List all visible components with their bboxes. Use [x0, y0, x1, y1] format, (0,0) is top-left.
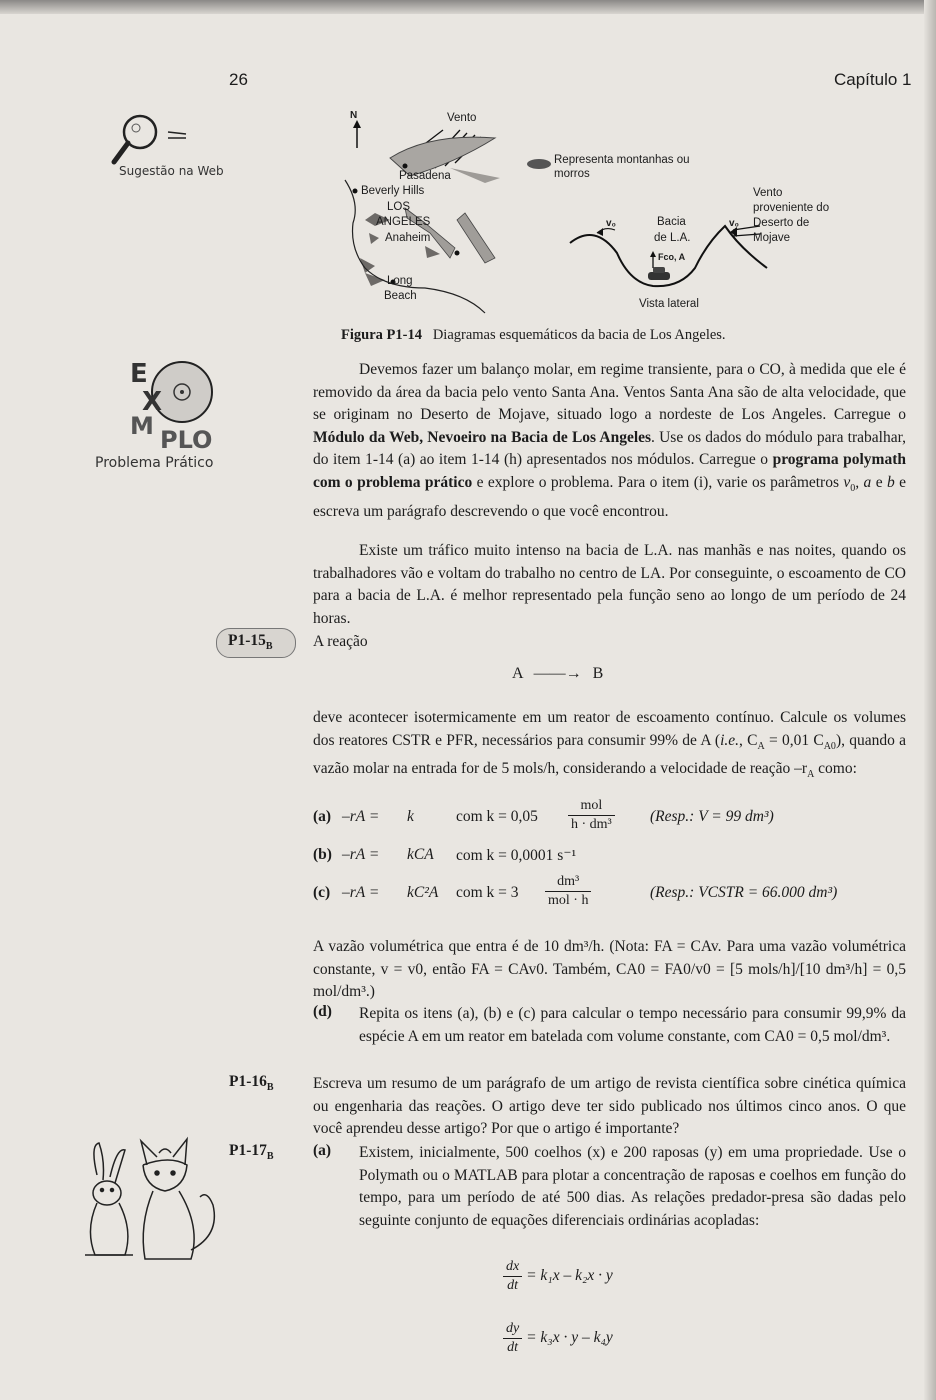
- basin-label-2: de L.A.: [654, 232, 691, 244]
- svg-text:PLO: PLO: [160, 426, 213, 452]
- item-a-k: k: [407, 808, 414, 825]
- north-label: N: [350, 110, 358, 121]
- paragraph-traffic: Existe um tráfico muito intenso na bacia de L.A. nas manhãs e nas noites, quando os trabalhadores vão e voltam do trabalho no centro de LA. Por conseguinte, o escoamento de CO para a bacia de L.A. é melhor representado pela função seno ao longo de um período de 24 horas.: [313, 542, 906, 627]
- page-number: 26: [229, 70, 248, 89]
- v0-left-label: v₀: [606, 218, 617, 229]
- item-c-with: com k = 3: [456, 884, 519, 901]
- item-b-label: (b): [313, 846, 332, 863]
- mountains-legend: Representa montanhas ou morros: [554, 154, 690, 180]
- v0-right-label: v₀: [729, 218, 740, 229]
- flow-note: A vazão volumétrica que entra é de 10 dm³/h. (Nota: FA = CAv. Para uma vazão volumétrica constante, v = v0, então FA = CAv0. Também, CA0 = FA0/v0 = [5 mols/h]/[10 dm³/h] = 0,5 mol/dm³.): [313, 938, 906, 1001]
- anaheim-label: Anaheim: [385, 232, 431, 244]
- ode-2: $\frac{dy}{dt}$ = k₃x · y – k₄y: [503, 1320, 613, 1357]
- beverly-hills-label: Beverly Hills: [361, 185, 425, 197]
- p1-17-item-a-text: Existem, inicialmente, 500 coelhos (x) e 200 raposas (y) em uma propriedade. Use o Polymath ou o MATLAB para plotar a concentração de raposas e coelhos em função do tempo, para um período de até 500 dias. As relações predador-presa são dadas pelo seguinte conjunto de equações diferenciais ordinárias acopladas:: [359, 1144, 906, 1229]
- p1-17-label: $P1-17_B$: [229, 1142, 274, 1163]
- practical-problem-label: Problema Prático: [95, 455, 214, 471]
- item-c-label: (c): [313, 884, 331, 901]
- pasadena-label: Pasadena: [399, 170, 451, 182]
- figure-caption: Figura P1-14 Diagramas esquemáticos da bacia de Los Angeles.: [341, 327, 726, 343]
- paragraph-intro: Devemos fazer um balanço molar, em regime transiente, para o CO, à medida que ele é removido da área da bacia pelo vento Santa Ana. Ventos Santa Ana são de alta velocidade, que se originam no Deserto de Mojave, situado logo a nordeste de Los Angeles. Carregue o Módulo da Web, Nevoeiro na Bacia de Los Angeles. Use os dados do módulo para trabalhar, do item 1-14 (a) ao item 1-14 (h) apresentados nos módulos. Carregue o programa polymath com o problema prático e explore o problema. Para o item (i), varie os parâmetros $v_0$, a e b e escreva um parágrafo descrevendo o que você encontrou.: [313, 361, 907, 520]
- p1-15-statement: deve acontecer isotermicamente em um reator de escoamento contínuo. Calcule os volumes dos reatores CSTR e PFR, necessários para consumir 99% de A (i.e., $C_A = 0,01$ $C_{A0}$), quando a vazão molar na entrada for de 5 mols/h, considerando a velocidade de reação $-r_A$ como:: [313, 709, 906, 781]
- basin-label-1: Bacia: [657, 216, 686, 228]
- p1-17-item-a-label: (a): [313, 1142, 332, 1159]
- fco-label: Fco, A: [658, 252, 686, 262]
- svg-text:X: X: [142, 387, 163, 417]
- item-a-label: (a): [313, 808, 332, 825]
- wind-label: Vento: [447, 112, 477, 124]
- p1-16-text: Escreva um resumo de um parágrafo de um artigo de revista científica sobre cinética química ou engenharia das reações. O artigo deve ter sido publicado nos últimos cinco anos. O que você aprendeu desse artigo? Por que o artigo é importante?: [313, 1075, 906, 1138]
- item-a-answer: (Resp.: V = 99 dm³): [650, 808, 774, 825]
- practical-problem-icon: [110, 352, 220, 452]
- p1-16-label: $P1-16_B$: [229, 1073, 274, 1094]
- mojave-wind-label: Vento proveniente do Deserto de Mojave: [753, 187, 830, 244]
- p1-15-intro: A reação: [313, 633, 368, 650]
- ode-1: $\frac{dx}{dt}$ = k₁x – k₂x · y: [503, 1258, 613, 1295]
- item-b-rate: –rA =: [342, 846, 380, 863]
- item-b-k: kCA: [407, 846, 434, 863]
- page-top-shadow: [0, 0, 936, 14]
- angeles-label: ANGELES: [376, 216, 431, 228]
- item-a-with: com k = 0,05: [456, 808, 538, 825]
- los-label: LOS: [387, 201, 411, 213]
- item-a-rate: –rA =: [342, 808, 380, 825]
- item-c-rate: –rA =: [342, 884, 380, 901]
- p1-15-label: $P1-15_B$: [228, 632, 273, 653]
- item-c-unit: $\frac{\text{dm³}}{\text{mol · h}}$: [545, 873, 591, 910]
- item-b-with: com k = 0,0001 s⁻¹: [456, 847, 577, 864]
- item-d-label: (d): [313, 1003, 332, 1020]
- svg-text:M: M: [130, 412, 154, 440]
- page-right-shadow: [924, 0, 936, 1400]
- web-tip-label: Sugestão na Web: [119, 164, 224, 178]
- side-view-label: Vista lateral: [639, 298, 699, 310]
- item-c-answer: (Resp.: VCSTR = 66.000 dm³): [650, 884, 838, 901]
- item-a-unit: $\frac{\text{mol}}{\text{h · dm³}}$: [568, 797, 615, 834]
- rabbit-fox-illustration: [75, 1135, 225, 1270]
- reaction-equation: A ——→ B: [512, 665, 604, 682]
- chapter-title: Capítulo 1: [834, 70, 912, 89]
- svg-text:E: E: [130, 359, 148, 389]
- item-c-k: kC²A: [407, 884, 439, 901]
- la-basin-figure: [335, 108, 845, 323]
- beach-label: Beach: [384, 290, 417, 302]
- item-d-text: Repita os itens (a), (b) e (c) para calcular o tempo necessário para consumir 99,9% da espécie A em um reator em batelada com volume constante, com CA0 = 0,5 mol/dm³.: [359, 1005, 906, 1045]
- long-label: Long: [387, 275, 413, 287]
